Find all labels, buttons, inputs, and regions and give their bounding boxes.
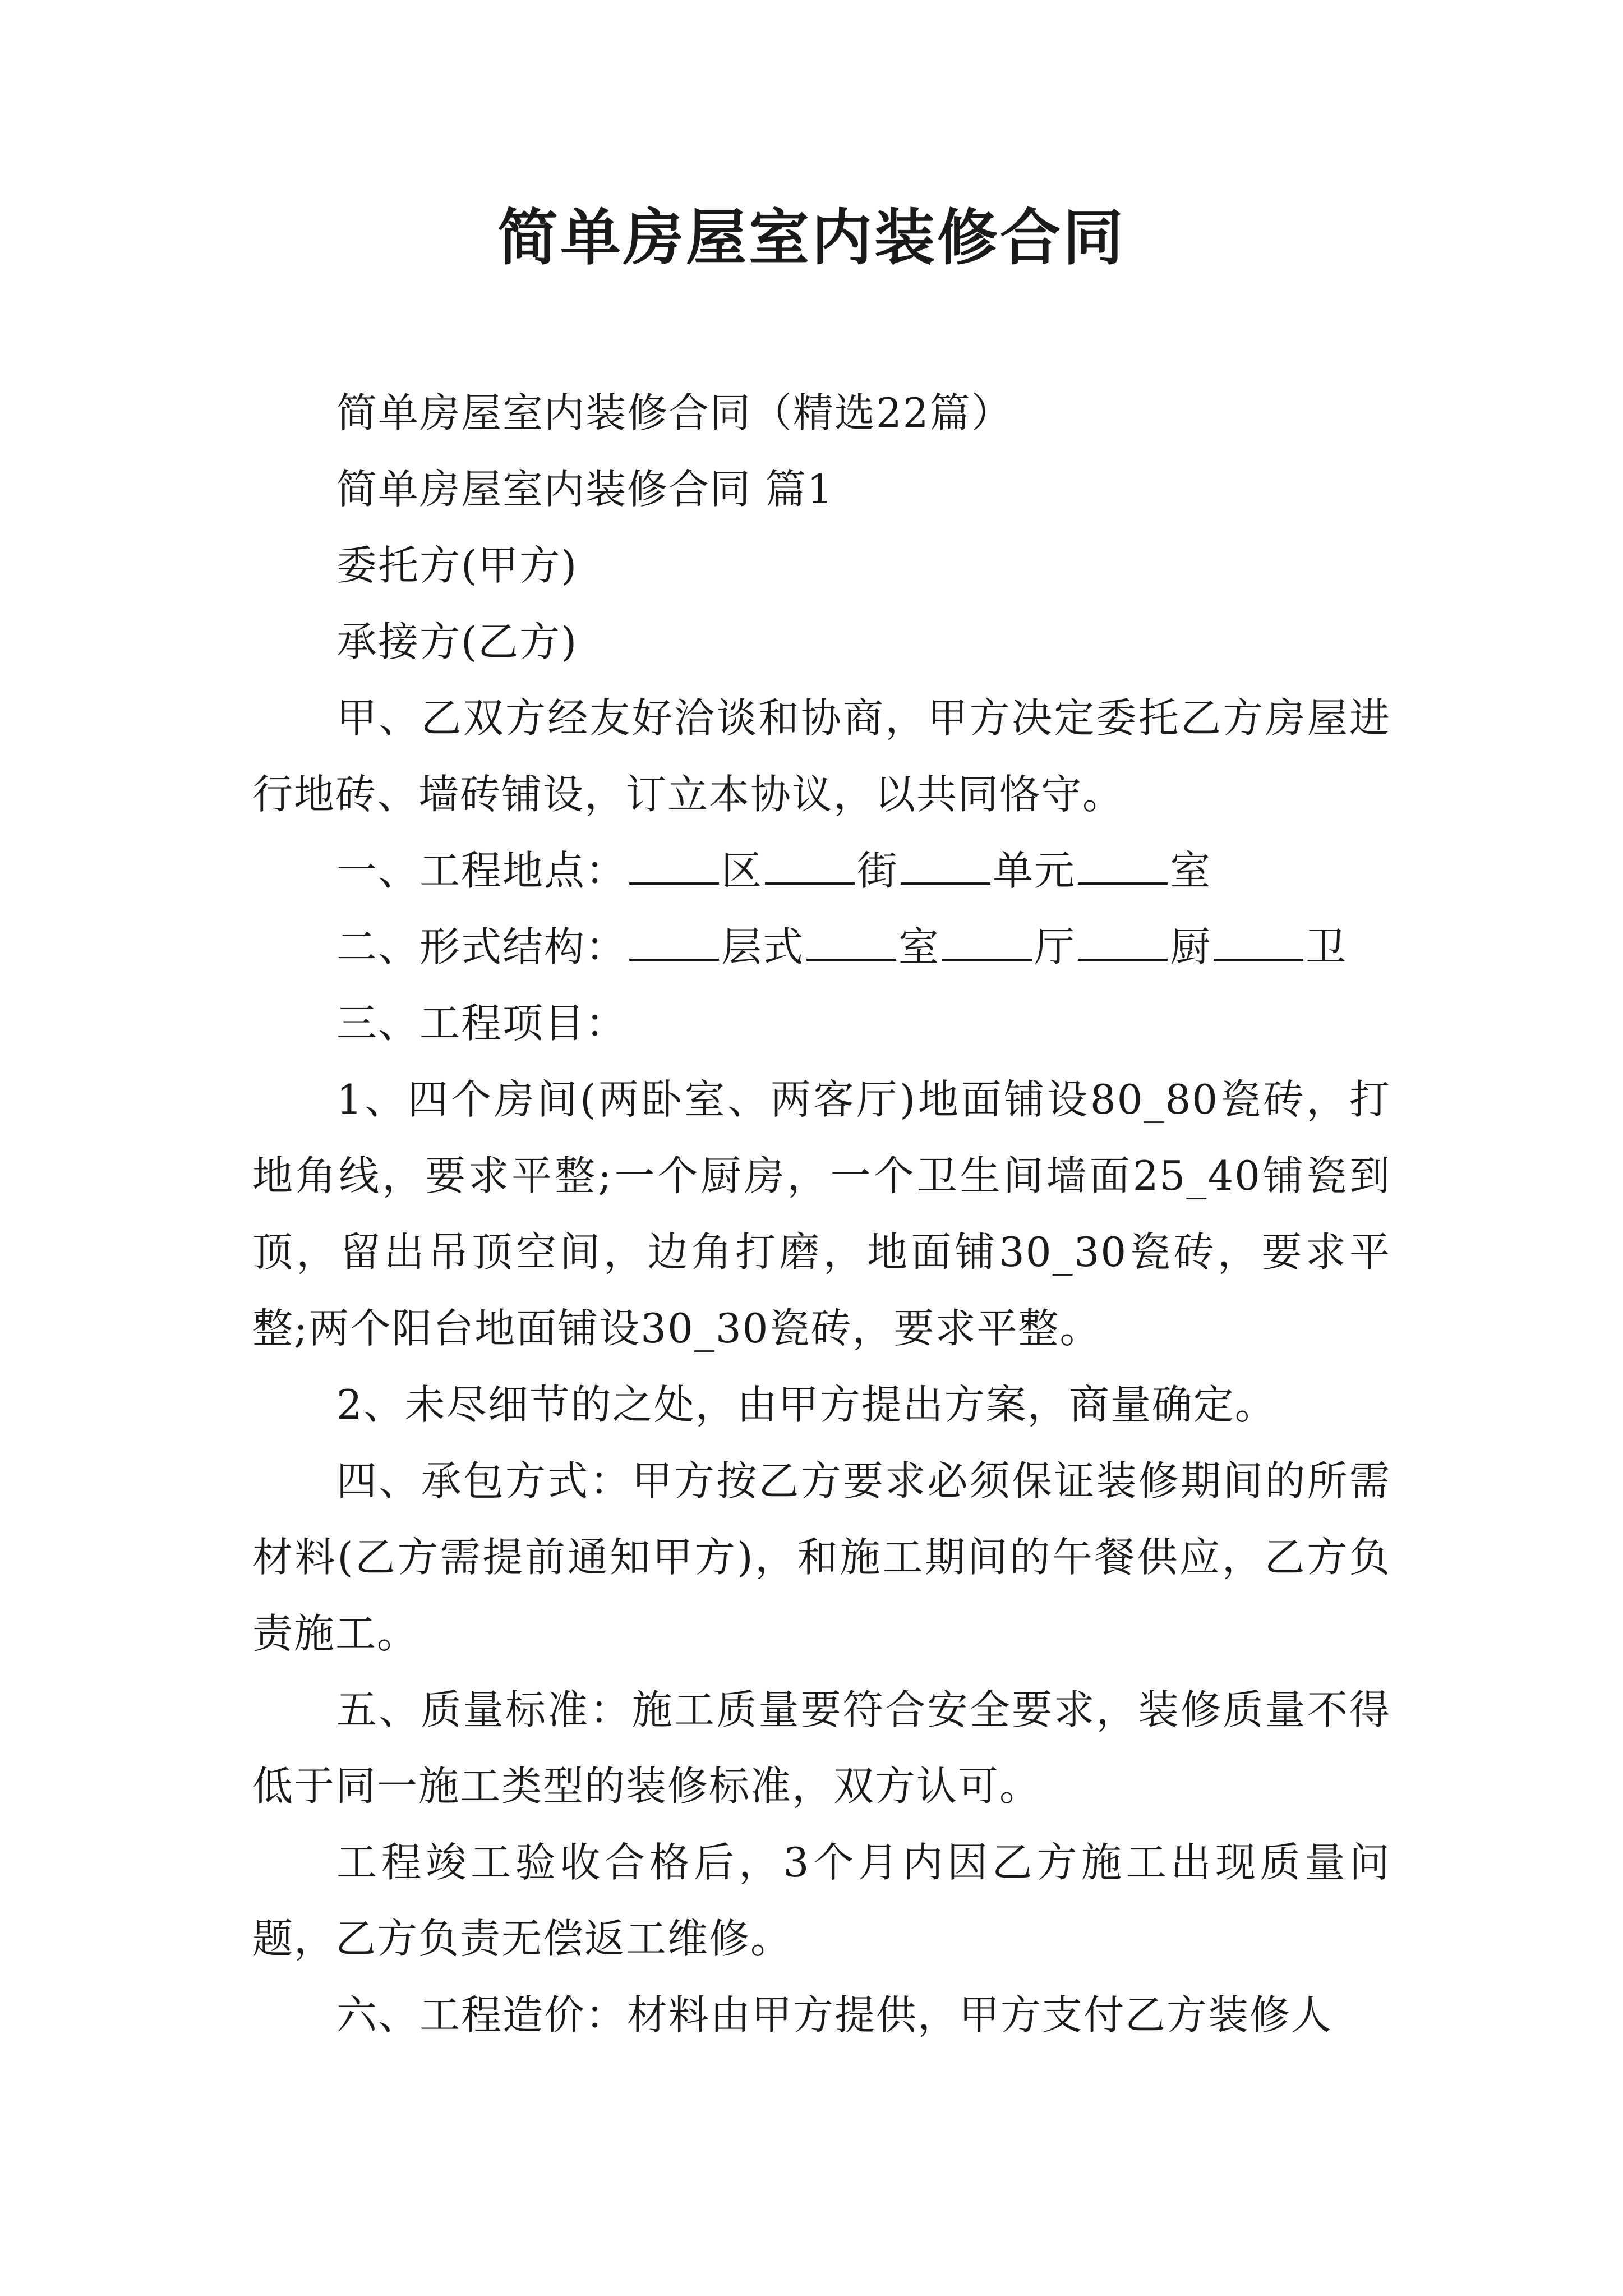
paragraph-party-a: 委托方(甲方) (336, 542, 578, 589)
location-part: 室 (1170, 847, 1212, 894)
paragraph-project-cost: 六、工程造价：材料由甲方提供，甲方支付乙方装修人 (336, 1991, 1333, 2039)
document-body (252, 375, 1391, 2053)
blank-line (1078, 849, 1168, 885)
blank-line (765, 849, 855, 885)
location-part: 区 (721, 847, 763, 894)
blank-line (1078, 925, 1168, 961)
paragraph-project-location (252, 832, 1391, 909)
structure-part: 厅 (1034, 923, 1076, 970)
location-part: 街 (857, 847, 899, 894)
paragraph-preamble: 甲、乙双方经友好洽谈和协商，甲方决定委托乙方房屋进行地砖、墙砖铺设，订立本协议，以共同恪守。 (252, 694, 1391, 818)
paragraph-contract-method: 四、承包方式：甲方按乙方要求必须保证装修期间的所需材料(乙方需提前通知甲方)，和施工期间的午餐供应，乙方负责施工。 (252, 1457, 1391, 1657)
paragraph-project-item-1: 1、四个房间(两卧室、两客厅)地面铺设80_80瓷砖，打地角线，要求平整;一个厨房，一个卫生间墙面25_40铺瓷到顶，留出吊顶空间，边角打磨，地面铺30_30瓷砖，要求平整;两个阳台地面铺设30_30瓷砖，要求平整。 (252, 1076, 1391, 1352)
structure-label: 二、形式结构： (336, 923, 628, 970)
blank-line (942, 925, 1032, 961)
structure-part: 厨 (1170, 923, 1212, 970)
paragraph-project-items-heading: 三、工程项目： (336, 1000, 628, 1047)
paragraph-subtitle: 简单房屋室内装修合同（精选22篇） (336, 389, 1013, 436)
paragraph-warranty: 工程竣工验收合格后，3个月内因乙方施工出现质量问题，乙方负责无偿返工维修。 (252, 1839, 1391, 1962)
location-label: 一、工程地点： (336, 847, 628, 894)
paragraph-party-b: 承接方(乙方) (336, 618, 578, 665)
paragraph-quality-standard: 五、质量标准：施工质量要符合安全要求，装修质量不得低于同一施工类型的装修标准，双方认可。 (252, 1686, 1391, 1810)
location-part: 单元 (993, 847, 1076, 894)
blank-line (806, 925, 896, 961)
blank-line (629, 849, 719, 885)
blank-line (1214, 925, 1303, 961)
structure-part: 层式 (721, 923, 805, 970)
structure-part: 室 (898, 923, 940, 970)
structure-part: 卫 (1306, 923, 1348, 970)
blank-line (901, 849, 990, 885)
paragraph-structure (252, 909, 1391, 985)
paragraph-section-heading: 简单房屋室内装修合同 篇1 (336, 466, 834, 513)
blank-line (629, 925, 719, 961)
paragraph-project-item-2: 2、未尽细节的之处，由甲方提出方案，商量确定。 (336, 1381, 1276, 1428)
document-title: 简单房屋室内装修合同 (497, 203, 1126, 273)
